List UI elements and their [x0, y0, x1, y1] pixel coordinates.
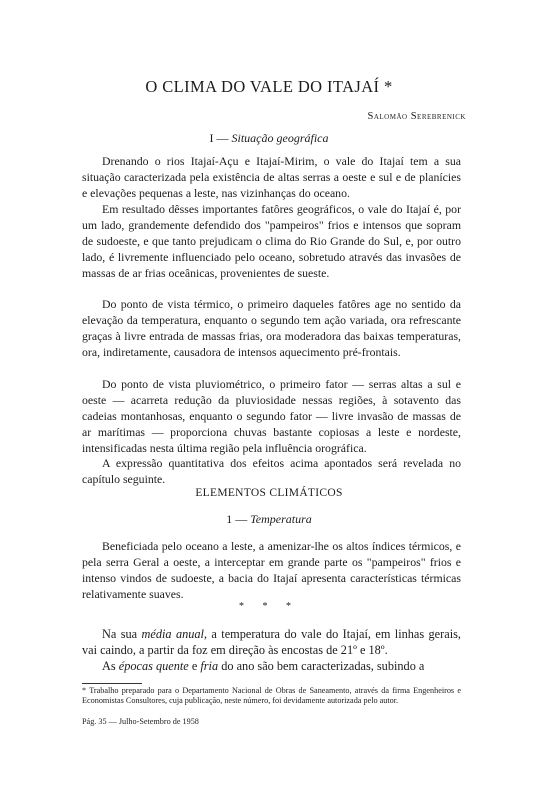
paragraph-2: Em resultado dêsses importantes fatôres geográficos, o vale do Itajaí é, por um lado, grandemente defendido dos "pampeiros" frios e intensos que sopram de sudoeste, e que tanto prejudicam o clima do Rio Grande do Sul, e, por outro lado, é livremente influenciado pelo oceano, sobretudo através das invasões de massas de ar frias oceânicas, provenientes de sueste.: [82, 202, 461, 280]
section-numeral: I —: [209, 131, 229, 145]
paragraph-8: [82, 659, 461, 675]
page-info: Pág. 35 — Julho-Setembro de 1958: [82, 717, 199, 726]
paragraph-7-text: Na sua: [102, 627, 142, 641]
paragraph-7-text: , a temperatura do vale do Itajaí, em linhas gerais, vai caindo, a partir da foz em direção às encostas de 21º e 18º.: [82, 627, 461, 657]
subsection-numeral: 1 —: [226, 512, 248, 526]
subsection-title: Temperatura: [250, 512, 312, 526]
author-name: Salomão Serebrenick: [367, 111, 466, 122]
footnote-divider: [82, 683, 142, 684]
paragraph-8-emphasis: fria: [200, 659, 219, 673]
paragraph-7-emphasis: média anual: [141, 627, 204, 641]
footnote: * Trabalho preparado para o Departamento Nacional de Obras de Saneamento, através da firma Engenheiros e Economistas Consultores, cuja publicação, neste número, foi devidamente autorizada pelo autor.: [82, 686, 461, 705]
paragraph-8-text: As: [102, 659, 119, 673]
paragraph-1: Drenando o rios Itajaí-Açu e Itajaí-Mirim, o vale do Itajaí tem a sua situação caracterizada pela existência de altas serras a oeste e sul e de planícies e elevações pequenas a leste, nas vizinhanças do oceano.: [82, 154, 461, 200]
article-title: O CLIMA DO VALE DO ITAJAÍ *: [145, 77, 393, 96]
paragraph-8-text: e: [188, 659, 201, 673]
section-title: Situação geográfica: [231, 131, 329, 145]
paragraph-8-emphasis: épocas quente: [118, 659, 189, 673]
section-heading: [0, 131, 538, 146]
paragraph-8-text: do ano são bem caracterizadas, subindo a: [218, 659, 425, 673]
subsection-heading: [0, 512, 538, 527]
chapter-heading: ELEMENTOS CLIMÁTICOS: [195, 487, 343, 499]
paragraph-6: Beneficiada pelo oceano a leste, a amenizar-lhe os altos índices térmicos, e pela serra Geral a oeste, a interceptar em grande parte os "pampeiros" frios e intenso vindos de sudoeste, a bacia do Itajaí apresenta características térmicas relativamente suaves.: [82, 539, 461, 601]
paragraph-3: Do ponto de vista térmico, o primeiro daqueles fatôres age no sentido da elevação da temperatura, enquanto o segundo tem ação variada, ora refrescante graças à livre entrada de massas frias, ora moderadora das baixas temperaturas, ora, indiretamente, causadora de intensos aquecimento pré-frontais.: [82, 297, 461, 359]
paragraph-7: [82, 627, 461, 659]
paragraph-4: Do ponto de vista pluviométrico, o primeiro fator — serras altas a sul e oeste — acarreta redução da pluviosidade nessas regiões, à sotavento das cadeias montanhosas, enquanto o segundo fator — livre invasão de massas de ar marítimas — proporciona chuvas bastante copiosas a leste e nordeste, intensificadas nesta última região pela influência orográfica.: [82, 377, 461, 455]
paragraph-5: A expressão quantitativa dos efeitos acima apontados será revelada no capítulo seguinte.: [82, 456, 461, 486]
section-separator: * * *: [239, 601, 299, 612]
